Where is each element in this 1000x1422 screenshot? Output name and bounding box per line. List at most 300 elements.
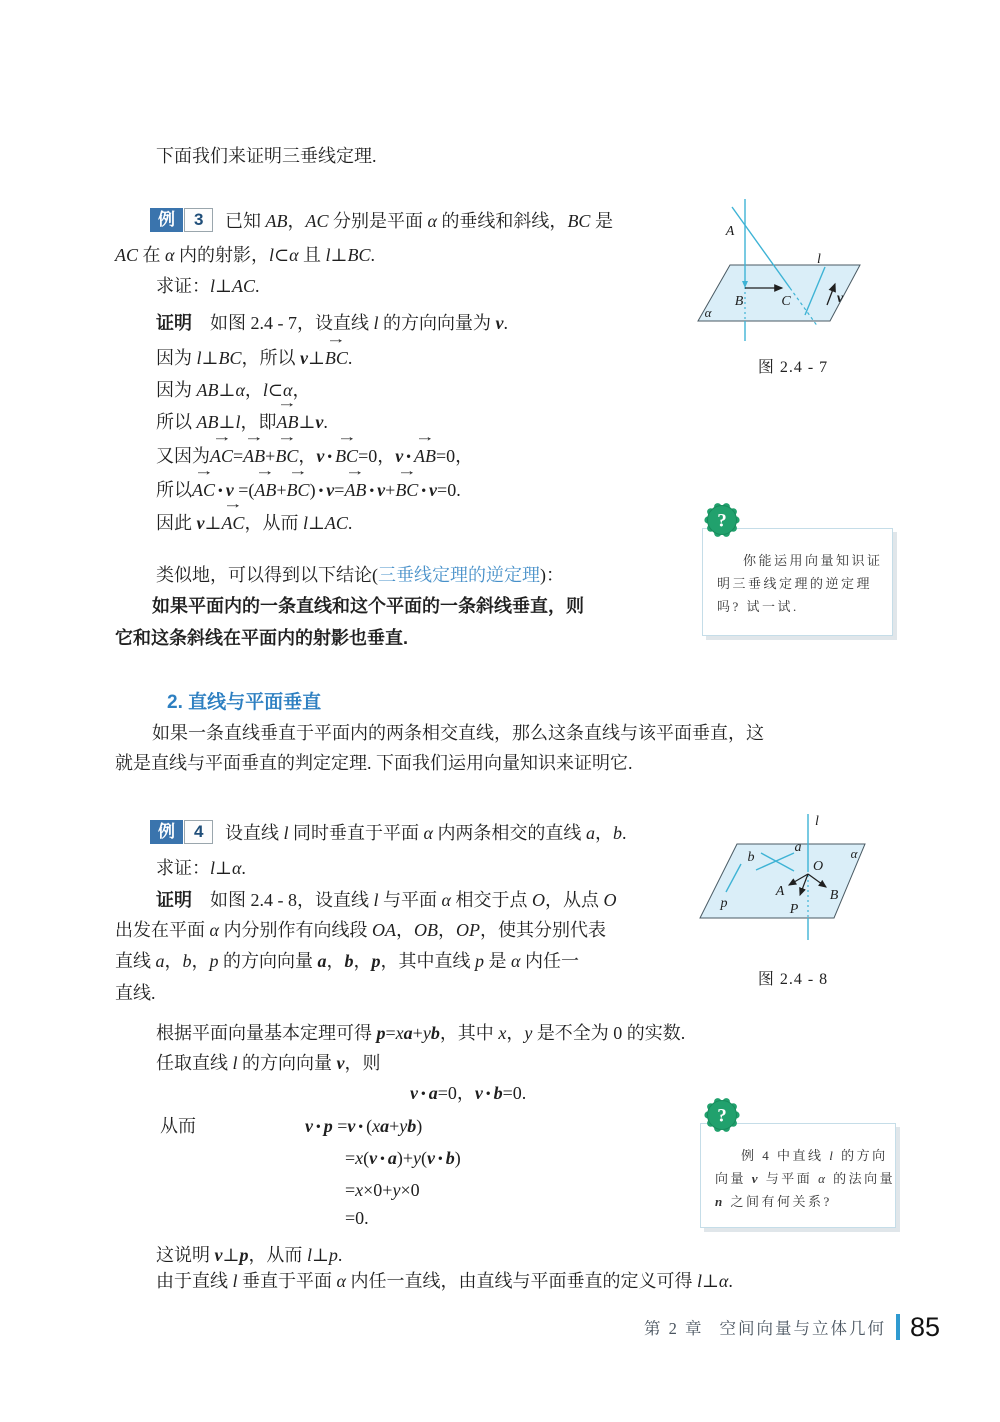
- text-run: 因为: [156, 380, 197, 400]
- text-run: .: [254, 276, 260, 296]
- label-C: C: [781, 294, 791, 309]
- text-run: p: [328, 1245, 338, 1265]
- label-l: l: [817, 252, 821, 267]
- text-run: ⊥: [204, 513, 222, 533]
- text-run: ⊥: [307, 513, 325, 533]
- text-run: 内两条相交的直线: [432, 823, 586, 843]
- text-run: y: [399, 1116, 408, 1136]
- text-run: 明三垂线定理的逆定理: [717, 576, 873, 591]
- text-run: +: [385, 480, 396, 500]
- text-run: v: [305, 1116, 313, 1136]
- text-run: ，则: [344, 1053, 381, 1073]
- text-run: → AC: [210, 441, 233, 471]
- text-run: p: [323, 1116, 333, 1136]
- text-run: AC: [231, 276, 255, 296]
- text-run: 这说明: [156, 1245, 215, 1265]
- text-run: •: [435, 1151, 446, 1166]
- text-run: p: [371, 951, 381, 971]
- text-run: α: [209, 920, 219, 940]
- text-run: v: [474, 1083, 483, 1103]
- text-run: =: [233, 446, 244, 466]
- text-run: 的垂线和斜线，: [436, 211, 568, 231]
- text-run: 与平面: [378, 890, 442, 910]
- text-run: l: [306, 1245, 312, 1265]
- text-run: 的方向向量: [237, 1053, 337, 1073]
- label-B: B: [734, 294, 744, 309]
- text-run: ⊥: [311, 1245, 329, 1265]
- text-run: BC: [567, 211, 591, 231]
- text-run: a: [155, 951, 165, 971]
- text-run: =: [345, 1148, 356, 1168]
- text-run: •: [482, 1086, 494, 1101]
- text-line: [115, 748, 633, 778]
- text-run: → BC: [395, 475, 418, 505]
- text-run: 之间有何关系?: [724, 1194, 832, 1209]
- text-run: AB: [196, 380, 219, 400]
- text-run: 就是直线与平面垂直的判定定理. 下面我们运用向量知识来证明它.: [115, 753, 633, 773]
- text-run: α: [165, 245, 175, 265]
- text-run: OP: [455, 920, 480, 940]
- text-run: =: [334, 480, 345, 500]
- text-run: 分别是平面: [328, 211, 428, 231]
- text-run: v: [429, 480, 438, 500]
- text-run: v: [369, 1148, 378, 1168]
- text-run: .: [503, 313, 509, 333]
- figure-2-4-8-drawing: [688, 812, 898, 957]
- text-line: [156, 560, 564, 590]
- text-line: [167, 687, 321, 717]
- text-run: v: [299, 348, 308, 368]
- text-run: OA: [371, 920, 396, 940]
- text-run: •: [315, 483, 327, 498]
- text-run: v: [347, 1116, 356, 1136]
- text-run: 三垂线定理的逆定理: [378, 565, 540, 585]
- text-run: 垂直于平面: [237, 1271, 337, 1291]
- text-run: n: [715, 1194, 725, 1209]
- text-line: [156, 271, 259, 301]
- text-run: a: [403, 1023, 413, 1043]
- footer-chapter: 第 2 章: [643, 1319, 704, 1338]
- text-run: =0.: [345, 1208, 369, 1228]
- text-run: v: [316, 446, 325, 466]
- text-run: ，从点: [544, 890, 604, 910]
- text-run: → BC: [287, 475, 310, 505]
- text-run: =(: [233, 480, 255, 500]
- text-run: → BC: [325, 343, 348, 373]
- text-run: 的方向向量为: [378, 313, 496, 333]
- figure-2-4-7-caption: 图 2.4 - 7: [757, 359, 829, 376]
- text-run: ×0: [400, 1180, 420, 1200]
- text-run: p: [239, 1245, 249, 1265]
- text-run: l: [268, 245, 274, 265]
- text-run: 且: [298, 245, 326, 265]
- text-run: 是: [484, 951, 511, 971]
- text-line: [150, 206, 613, 236]
- text-run: 由于直线: [156, 1271, 233, 1291]
- text-run: ，: [353, 951, 372, 971]
- text-run: α: [283, 380, 293, 400]
- text-run: l: [283, 823, 289, 843]
- text-run: 如果一条直线垂直于平面内的两条相交直线，那么这条直线与该平面垂直，这: [152, 723, 764, 743]
- text-run: 直线: [115, 951, 156, 971]
- text-run: ，: [395, 920, 414, 940]
- text-run: v: [225, 480, 234, 500]
- text-run: 你能运用向量知识证: [743, 553, 883, 568]
- figure-2-4-8: [688, 812, 898, 989]
- question-text-line: [715, 1144, 888, 1167]
- text-run: ⊥: [330, 245, 348, 265]
- text-line: [115, 915, 606, 945]
- question-mark-glyph: ?: [717, 1105, 727, 1127]
- text-run: α: [423, 823, 433, 843]
- text-run: α: [511, 951, 521, 971]
- text-run: y: [524, 1023, 533, 1043]
- text-run: 因为: [156, 348, 197, 368]
- text-run: α: [289, 245, 299, 265]
- text-run: .: [728, 1271, 733, 1291]
- question-text-line: [717, 595, 880, 618]
- text-run: .: [323, 412, 328, 432]
- text-run: 根据平面向量基本定理可得: [156, 1023, 377, 1043]
- text-run: )：: [540, 565, 564, 585]
- text-run: •: [313, 1119, 324, 1134]
- text-line: [156, 508, 352, 538]
- text-run: b: [612, 823, 622, 843]
- text-line: [156, 1266, 733, 1296]
- text-run: ，: [298, 446, 317, 466]
- text-run: AC: [115, 245, 139, 265]
- text-run: =0.: [502, 1083, 527, 1103]
- text-run: a: [585, 823, 595, 843]
- text-run: a: [387, 1148, 397, 1168]
- text-run: 任取直线: [156, 1053, 233, 1073]
- text-line: [345, 1143, 461, 1173]
- text-line: [156, 1018, 685, 1048]
- text-run: x: [498, 1023, 507, 1043]
- text-run: ，所以: [241, 348, 300, 368]
- text-run: x: [395, 1023, 404, 1043]
- text-run: (: [366, 1116, 373, 1136]
- text-run: v: [395, 446, 404, 466]
- text-run: OB: [413, 920, 438, 940]
- text-run: ⊥: [298, 412, 316, 432]
- text-run: → AB: [254, 475, 276, 505]
- text-run: 如图 2.4 - 8，设直线: [192, 890, 374, 910]
- text-run: l: [302, 513, 308, 533]
- text-run: 设直线: [220, 823, 284, 843]
- text-run: l: [262, 380, 268, 400]
- text-line: [115, 240, 375, 270]
- text-run: ×0+: [363, 1180, 393, 1200]
- text-run: •: [418, 483, 430, 498]
- text-run: AC: [305, 211, 329, 231]
- text-run: •: [377, 1151, 388, 1166]
- text-run: ，从而: [244, 513, 303, 533]
- text-run: l: [373, 890, 379, 910]
- text-run: b: [182, 951, 192, 971]
- text-run: 已知: [220, 211, 266, 231]
- text-run: )+: [396, 1148, 414, 1168]
- label-A: A: [725, 224, 735, 239]
- text-run: 又因为: [156, 446, 210, 466]
- text-run: → AB: [344, 475, 366, 505]
- text-run: 如图 2.4 - 7，设直线: [192, 313, 374, 333]
- text-run: O: [603, 890, 617, 910]
- text-run: 例: [150, 820, 183, 844]
- text-run: 下面我们来证明三垂线定理.: [156, 146, 377, 166]
- figure-2-4-8-caption: 图 2.4 - 8: [757, 971, 829, 988]
- text-run: p: [475, 951, 484, 971]
- text-run: v: [336, 1053, 345, 1073]
- text-run: ⊥: [215, 276, 232, 296]
- text-run: a: [317, 951, 327, 971]
- text-run: ，即: [240, 412, 277, 432]
- label-a: a: [794, 840, 802, 855]
- text-run: v: [326, 480, 335, 500]
- text-line: [156, 141, 377, 171]
- text-run: y: [392, 1180, 401, 1200]
- text-run: l: [232, 1053, 238, 1073]
- text-run: 的方向向量: [218, 951, 318, 971]
- text-run: a: [380, 1116, 390, 1136]
- text-run: v: [495, 313, 504, 333]
- label-v: v: [836, 291, 844, 306]
- text-run: 与平面: [760, 1171, 819, 1186]
- text-run: ，从而: [248, 1245, 307, 1265]
- text-run: ): [416, 1116, 423, 1136]
- text-run: ，: [287, 211, 306, 231]
- question-box-normal-vector: [700, 1123, 896, 1228]
- text-line: [156, 853, 246, 883]
- text-line: [115, 623, 408, 653]
- text-run: 求证：: [156, 276, 210, 296]
- text-run: =0，: [437, 1083, 475, 1103]
- text-run: v: [427, 1148, 436, 1168]
- text-run: l: [696, 1271, 702, 1291]
- text-run: α: [231, 858, 242, 878]
- label-alpha: α: [704, 305, 712, 320]
- text-line: [152, 718, 764, 748]
- text-run: AB: [265, 211, 288, 231]
- text-run: 如果平面内的一条直线和这个平面的一条斜线垂直，则: [152, 596, 584, 616]
- text-run: ⊥: [222, 1245, 240, 1265]
- text-run: v: [377, 480, 386, 500]
- text-run: 吗? 试一试.: [717, 599, 799, 614]
- text-run: 的法向量: [827, 1171, 896, 1186]
- text-run: ，: [164, 951, 183, 971]
- text-run: BC: [347, 245, 371, 265]
- question-text-line: [717, 572, 880, 595]
- text-run: ，: [244, 380, 263, 400]
- text-run: b: [430, 1023, 440, 1043]
- text-line: [115, 978, 156, 1008]
- text-line: [156, 475, 461, 505]
- text-run: l: [829, 1148, 836, 1163]
- text-run: α: [441, 890, 451, 910]
- text-run: =: [385, 1023, 396, 1043]
- text-run: 在: [138, 245, 166, 265]
- text-run: ⊂: [267, 380, 283, 400]
- text-run: 4: [184, 820, 213, 844]
- text-run: ⊥: [215, 858, 232, 878]
- text-run: l: [235, 412, 241, 432]
- question-mark-glyph: ?: [717, 510, 727, 532]
- text-line: [150, 818, 626, 848]
- text-run: 的方向: [835, 1148, 888, 1163]
- text-run: → BC: [335, 441, 358, 471]
- label-O: O: [812, 859, 824, 874]
- text-run: .: [621, 823, 627, 843]
- question-text-line: [717, 549, 883, 572]
- question-text-line: [715, 1190, 883, 1213]
- text-run: AB: [196, 412, 219, 432]
- text-run: α: [336, 1271, 346, 1291]
- text-run: .: [347, 513, 353, 533]
- text-run: 所以: [156, 412, 197, 432]
- text-line: [410, 1078, 526, 1108]
- text-run: b: [344, 951, 354, 971]
- text-line: [152, 591, 584, 621]
- page-number: 85: [909, 1311, 940, 1342]
- text-run: (: [363, 1148, 370, 1168]
- text-line: [156, 407, 328, 437]
- text-run: v: [410, 1083, 418, 1103]
- text-run: → AC: [192, 475, 215, 505]
- label-l: l: [815, 814, 819, 829]
- text-run: a: [428, 1083, 438, 1103]
- text-run: •: [215, 483, 226, 498]
- label-B: B: [829, 888, 839, 903]
- question-text-line: [715, 1167, 896, 1190]
- text-run: •: [418, 1086, 429, 1101]
- text-run: •: [403, 449, 414, 464]
- text-run: ，其中: [439, 1023, 499, 1043]
- text-run: 内任一: [520, 951, 579, 971]
- text-run: α: [718, 1271, 729, 1291]
- footer-divider-bar: [896, 1314, 900, 1340]
- text-run: +: [265, 446, 276, 466]
- label-A: A: [775, 884, 785, 899]
- figure-2-4-7-drawing: [688, 195, 898, 345]
- text-run: 求证：: [156, 858, 210, 878]
- text-run: ): [454, 1148, 461, 1168]
- figure-2-4-7: [688, 195, 898, 377]
- text-run: ，: [594, 823, 613, 843]
- text-run: 2. 直线与平面垂直: [167, 692, 322, 713]
- text-run: l: [210, 858, 216, 878]
- label-p: p: [720, 896, 728, 911]
- text-line: [156, 343, 352, 373]
- text-line: [305, 1111, 422, 1141]
- text-run: 内分别作有向线段: [218, 920, 372, 940]
- text-run: +: [412, 1023, 423, 1043]
- text-run: → AC: [221, 508, 244, 538]
- text-run: O: [531, 890, 545, 910]
- text-line: [115, 946, 579, 976]
- text-run: → AB: [243, 441, 265, 471]
- text-run: ⊥: [201, 348, 219, 368]
- question-badge-icon: [703, 1096, 741, 1134]
- text-run: 因此: [156, 513, 197, 533]
- text-run: l: [325, 245, 331, 265]
- text-run: 例: [150, 208, 183, 232]
- text-run: 证明: [156, 313, 192, 333]
- text-run: v: [751, 1171, 761, 1186]
- text-run: 内任一直线，由直线与平面垂直的定义可得: [345, 1271, 697, 1291]
- text-run: p: [376, 1023, 386, 1043]
- text-run: x: [372, 1116, 381, 1136]
- text-line: [156, 1048, 381, 1078]
- text-run: .: [241, 858, 246, 878]
- text-run: 是: [590, 211, 613, 231]
- text-line: [345, 1203, 369, 1233]
- text-run: ，: [437, 920, 456, 940]
- text-run: AC: [324, 513, 348, 533]
- text-run: p: [209, 951, 219, 971]
- text-run: → AB: [276, 407, 298, 437]
- text-run: → AB: [414, 441, 436, 471]
- text-run: ，使其分别代表: [479, 920, 606, 940]
- text-run: ，: [292, 380, 311, 400]
- text-run: 是不全为 0 的实数.: [532, 1023, 686, 1043]
- text-line: [345, 1175, 420, 1205]
- text-run: .: [347, 348, 353, 368]
- text-run: ⊥: [218, 412, 236, 432]
- text-line: [156, 885, 616, 915]
- text-run: b: [407, 1116, 417, 1136]
- text-run: ⊂: [273, 245, 290, 265]
- text-run: 同时垂直于平面: [288, 823, 424, 843]
- text-run: +: [389, 1116, 400, 1136]
- label-P: P: [789, 902, 799, 917]
- text-run: → BC: [275, 441, 298, 471]
- text-run: v: [196, 513, 205, 533]
- text-run: 内的射影，: [174, 245, 269, 265]
- text-run: l: [196, 348, 202, 368]
- text-run: l: [232, 1271, 238, 1291]
- text-run: 向量: [715, 1171, 752, 1186]
- question-badge-icon: [703, 501, 741, 539]
- text-run: 例 4 中直线: [741, 1148, 830, 1163]
- text-run: ⊥: [218, 380, 236, 400]
- text-run: v: [214, 1245, 223, 1265]
- text-run: 它和这条斜线在平面内的射影也垂直.: [115, 628, 408, 648]
- label-alpha: α: [850, 846, 858, 861]
- text-run: BC: [218, 348, 242, 368]
- text-run: +: [276, 480, 287, 500]
- text-run: y: [422, 1023, 431, 1043]
- text-run: .: [370, 245, 375, 265]
- text-run: =0，: [358, 446, 396, 466]
- text-run: b: [493, 1083, 503, 1103]
- text-run: x: [355, 1180, 364, 1200]
- text-run: =: [345, 1180, 356, 1200]
- text-run: v: [315, 412, 324, 432]
- footer-book-title: 空间向量与立体几何: [719, 1319, 886, 1338]
- question-box-inverse-theorem: [702, 528, 893, 636]
- text-run: 出发在平面: [115, 920, 210, 940]
- text-run: (: [421, 1148, 428, 1168]
- text-run: ⊥: [307, 348, 325, 368]
- text-run: •: [324, 449, 336, 464]
- text-run: •: [355, 1119, 367, 1134]
- text-run: α: [235, 380, 245, 400]
- text-run: ，其中直线: [380, 951, 475, 971]
- text-run: .: [337, 1245, 343, 1265]
- text-run: α: [818, 1171, 828, 1186]
- text-run: 直线.: [115, 983, 156, 1003]
- text-run: x: [355, 1148, 364, 1168]
